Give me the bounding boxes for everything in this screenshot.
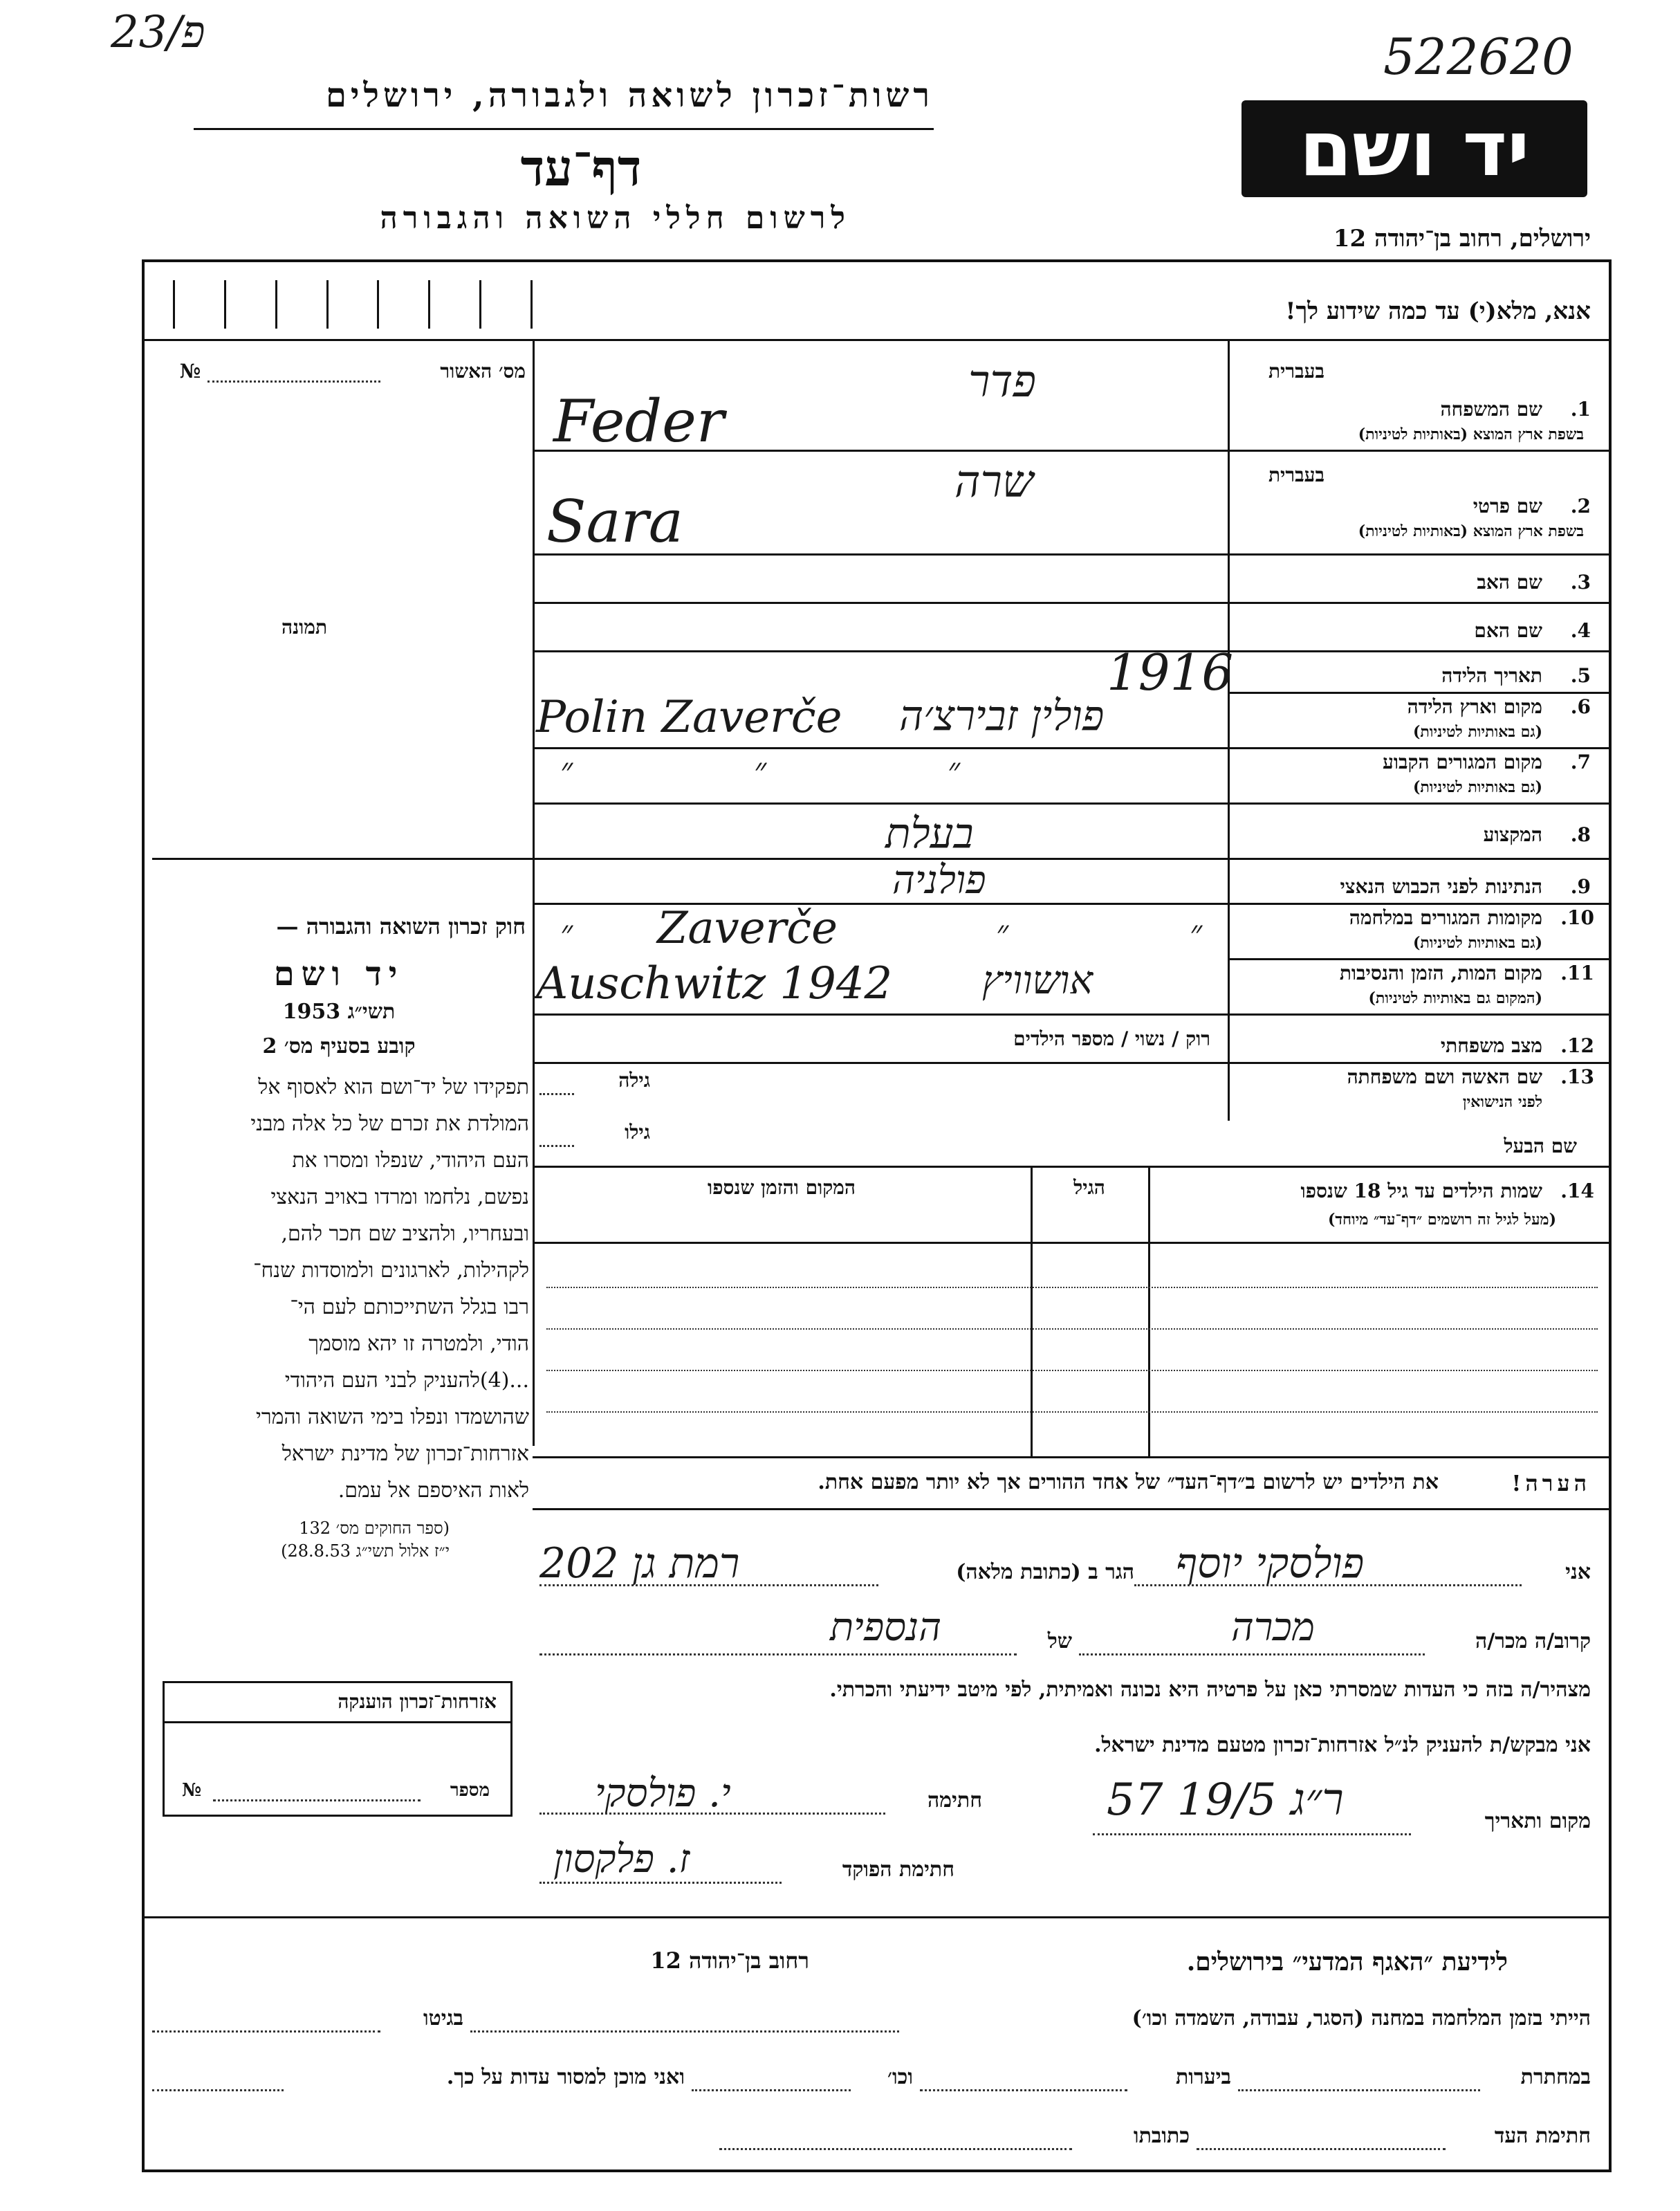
field-8-num: 8. xyxy=(1570,823,1591,846)
ditto-mark: ״ xyxy=(996,913,1009,952)
field-13-num: 13. xyxy=(1560,1065,1594,1088)
citizenship-box-sign: № xyxy=(182,1780,202,1801)
declaration-text: מצהיר/ה בזה כי העדות שמסרתי כאן על פרטיה היא נכונה ואמיתית, לפי מיטב ידיעתי והכרתי. xyxy=(829,1678,1591,1702)
field-5-num: 5. xyxy=(1570,664,1591,687)
field-1-sub: בשפת ארץ המוצא (באותיות לטיניות) xyxy=(1358,425,1584,443)
field-8-label: המקצוע xyxy=(1483,823,1542,846)
sidebar-logo: יד ושם xyxy=(273,955,405,993)
field-14-label: שמות הילדים עד גיל 18 שנספו xyxy=(1300,1180,1542,1202)
corner-note: 23/פ xyxy=(111,7,205,58)
field-14-sub: (מעל לגיל זה רושמים ״דף־עד״ מיוחד) xyxy=(1327,1211,1556,1229)
field-7-num: 7. xyxy=(1570,751,1591,773)
field-2-num: 2. xyxy=(1570,495,1591,517)
field-3-label: שם האב xyxy=(1477,571,1542,594)
field-9-label: הנתינות לפני הכבוש הנאצי xyxy=(1340,875,1542,898)
field-1-num: 1. xyxy=(1570,398,1591,421)
field-12-num: 12. xyxy=(1560,1034,1594,1057)
archive-number: 522620 xyxy=(1383,28,1573,86)
field-10-num: 10. xyxy=(1560,906,1594,929)
law-clause: קובע בסעיף מס׳ 2 xyxy=(262,1034,416,1058)
citizenship: פולניה xyxy=(892,858,986,903)
field-1-label: שם המשפחה xyxy=(1440,398,1542,421)
law-ref-2: י״ז אלול תשי״ג 28.8.53) xyxy=(281,1541,450,1561)
relation: מכרה xyxy=(1231,1605,1315,1650)
law-line: הודי, ולמטרה זו יהא מוסמך xyxy=(308,1332,529,1356)
birth-place-hebrew: פולין זבירצ׳ה xyxy=(899,692,1105,740)
law-line: תפקידו של יד־ושם הוא לאסוף אל xyxy=(258,1075,529,1099)
law-line: נפשם, נלחמו ומרדו באויב הנאצי xyxy=(270,1185,529,1209)
husband-age-label: גילו xyxy=(625,1121,650,1144)
surname-latin: Feder xyxy=(553,387,725,455)
footer-ghetto-label: בגיטו xyxy=(423,2006,463,2030)
footer-heading: לידיעת ״האגף המדעי״ בירושלים. xyxy=(1186,1947,1508,1976)
photo-label: תמונה xyxy=(281,616,328,639)
field-11-label: מקום המות, הזמן והנסיבות xyxy=(1339,962,1542,984)
surname-hebrew: פדר xyxy=(968,356,1036,407)
footer-forests-label: ביערות xyxy=(1175,2065,1231,2089)
field-10-sub: (גם באותיות לטיניות) xyxy=(1412,934,1542,952)
footer-underground-label: במחתרת xyxy=(1520,2065,1591,2089)
citizenship-box xyxy=(163,1681,513,1817)
of-person: הנספית xyxy=(830,1605,942,1650)
of-label: של xyxy=(1047,1629,1072,1653)
ditto-mark: ״ xyxy=(560,751,573,789)
field-7-sub: (גם באותיות לטיניות) xyxy=(1412,778,1542,796)
law-line: ובעחריו, ולהציב שם חכר להם, xyxy=(281,1222,529,1246)
footer-camp-label: הייתי בזמן המלחמה במחנה (הסגר, עבודה, השמדה וכו׳) xyxy=(1132,2006,1591,2030)
field-2-sub: בשפת ארץ המוצא (באותיות לטיניות) xyxy=(1358,522,1584,540)
field-14-num: 14. xyxy=(1560,1180,1594,1202)
field-11-num: 11. xyxy=(1560,962,1594,984)
ditto-mark: ״ xyxy=(948,751,961,789)
signature-label: חתימה xyxy=(927,1788,982,1813)
yad-vashem-logo xyxy=(1241,100,1587,197)
field-13-sub: לפני הנישואין xyxy=(1462,1093,1542,1111)
form-title: דף־עד xyxy=(520,138,642,197)
law-line: ...(4)להעניק לבני העם היהודי xyxy=(284,1368,529,1393)
law-line: אזרחות־זכרון של מדינת ישראל xyxy=(281,1442,529,1466)
field-7-label: מקום המגורים הקבוע xyxy=(1383,751,1542,773)
law-line: העם היהודי, שנפלו ומסרו את xyxy=(292,1148,529,1173)
field-13-label: שם האשה ושם משפחתה xyxy=(1347,1065,1542,1088)
place-date: ר״ג 19/5 57 xyxy=(1107,1774,1344,1826)
relative-label: קרוב/ה מכר/ה xyxy=(1475,1629,1591,1653)
logo-text: יד ושם xyxy=(1299,104,1530,193)
firstname-hebrew: שרה xyxy=(954,457,1034,508)
birth-year: 1916 xyxy=(1107,643,1234,701)
field-11-sub: (המקום גם באותיות לטיניות) xyxy=(1368,989,1542,1007)
law-line: רבו בגלל השתייכותם לעם הי־ xyxy=(290,1295,529,1319)
footer-witness-signature-label: חתימת העד xyxy=(1494,2124,1591,2148)
field-5-label: תאריך הלידה xyxy=(1441,664,1542,687)
footer-witness-address-label: כתובתו xyxy=(1133,2124,1190,2148)
declarant-name: פולסקי יוסף xyxy=(1176,1539,1365,1588)
children-col-age: הגיל xyxy=(1073,1176,1105,1199)
instruction: אנא, מלא(י) עד כמה שידוע לך! xyxy=(1285,297,1591,325)
footer-address: רחוב בן־יהודה 12 xyxy=(650,1947,809,1974)
birth-place-latin: Polin Zaverče xyxy=(536,692,842,743)
citizenship-box-title: אזרחות־זכרון הוענקה xyxy=(338,1690,497,1713)
signature: י. פולסקי xyxy=(595,1771,731,1816)
field-2-lang: בעברית xyxy=(1268,464,1324,486)
law-line: לקהילות, לארגונים ולמוסדות שנח־ xyxy=(253,1258,529,1283)
wartime-place: Zaverče xyxy=(657,903,838,954)
wife-age-label: גילה xyxy=(618,1069,650,1092)
ditto-mark: ״ xyxy=(754,751,767,789)
death-place-latin: Auschwitz 1942 xyxy=(536,958,893,1009)
ditto-mark: ״ xyxy=(1190,913,1203,952)
marital-options: רוק / נשוי / מספר הילדים xyxy=(1013,1027,1210,1050)
law-line: לאות האיספם אל עמם. xyxy=(338,1478,529,1503)
field-4-label: שם האם xyxy=(1474,619,1542,642)
officer-signature: ז. פלקסון xyxy=(553,1837,690,1882)
children-col-place: המקום והזמן שנספו xyxy=(708,1176,856,1199)
field-1-lang: בעברית xyxy=(1268,360,1324,383)
officer-signature-label: חתימת הפוקד xyxy=(842,1857,954,1882)
field-6-num: 6. xyxy=(1570,695,1591,718)
law-line: שהושמדו ונפלו בימי השואה והמרי xyxy=(255,1405,529,1429)
footer-etc-label: וכו׳ xyxy=(887,2065,913,2089)
law-body xyxy=(145,1069,529,1509)
field-3-num: 3. xyxy=(1570,571,1591,594)
registration-boxes xyxy=(173,280,533,329)
profession: בעלת xyxy=(885,809,974,858)
declarant-living-label: הגר ב (כתובת מלאה) xyxy=(956,1560,1134,1584)
field-12-label: מצב משפחתי xyxy=(1440,1034,1542,1057)
death-place-hebrew: אושוויץ xyxy=(982,958,1093,1003)
firstname-latin: Sara xyxy=(546,488,683,556)
declarant-address: רמת גן 202 xyxy=(539,1539,740,1588)
husband-label: שם הבעל xyxy=(1504,1135,1577,1157)
law-ref-1: (ספר החוקים מס׳ 132 xyxy=(299,1519,450,1538)
footer-testimony-label: ואני מוכן למסור עדות על כך. xyxy=(446,2065,685,2089)
field-9-num: 9. xyxy=(1570,875,1591,898)
law-line: המולדת את זכרם של כל אלה מבני xyxy=(250,1112,529,1136)
field-2-label: שם פרטי xyxy=(1473,495,1542,517)
note-label: הערה! xyxy=(1511,1470,1591,1496)
ditto-mark: ״ xyxy=(560,913,573,952)
field-10-label: מקומות המגורים במלחמה xyxy=(1349,906,1542,929)
authority-header: רשות־זכרון לשואה ולגבורה, ירושלים xyxy=(325,76,934,115)
field-6-label: מקום וארץ הלידה xyxy=(1407,695,1542,718)
declarant-ani: אני xyxy=(1565,1560,1591,1584)
law-year: תשי״ג 1953 xyxy=(282,1000,396,1024)
place-date-label: מקום ותאריך xyxy=(1484,1809,1591,1833)
address-line: ירושלים, רחוב בן־יהודה 12 xyxy=(1333,225,1591,253)
permit-label: מס׳ האשור xyxy=(440,360,526,383)
field-4-num: 4. xyxy=(1570,619,1591,642)
form-subtitle: לרשום חללי השואה והגבורה xyxy=(380,201,851,236)
citizenship-box-number: מספר xyxy=(450,1780,490,1801)
field-6-sub: (גם באותיות לטיניות) xyxy=(1412,723,1542,741)
permit-number-sign: № xyxy=(179,360,201,383)
law-title: חוק זכרון השואה והגבורה — xyxy=(276,913,526,939)
note-text: את הילדים יש לרשום ב״דף־העד״ של אחד ההורים אך לא יותר מפעם אחת. xyxy=(818,1470,1439,1494)
request-text: אני מבקש/ת להעניק לנ״ל אזרחות־זכרון מטעם מדינת ישראל. xyxy=(1094,1733,1591,1757)
